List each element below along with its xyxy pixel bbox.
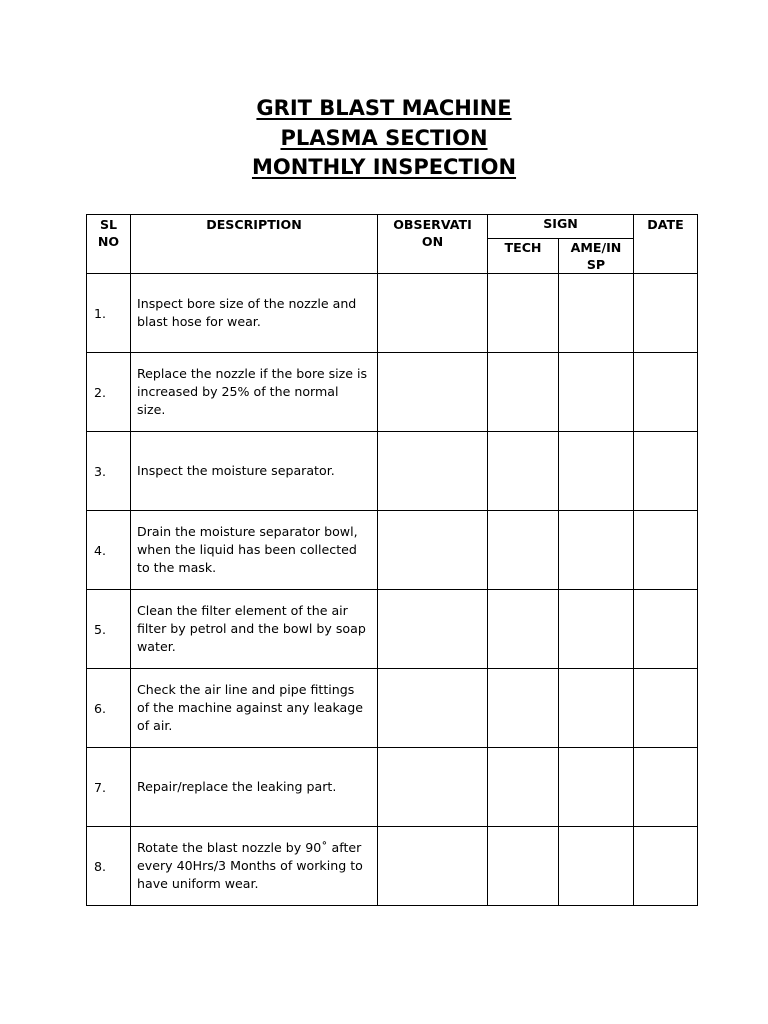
row-sl-number: 2. xyxy=(87,353,131,432)
row-date-cell[interactable] xyxy=(634,353,698,432)
row-ame-sign-cell[interactable] xyxy=(559,590,634,669)
row-tech-sign-cell[interactable] xyxy=(488,590,559,669)
header-ame-insp xyxy=(559,239,634,274)
table-row xyxy=(87,590,698,669)
row-tech-sign-cell[interactable] xyxy=(488,669,559,748)
header-tech: TECH xyxy=(488,239,559,274)
row-sl-number: 1. xyxy=(87,274,131,353)
row-observation-cell[interactable] xyxy=(378,511,488,590)
row-description: Drain the moisture separator bowl, when the liquid has been collected to the mask. xyxy=(131,511,378,590)
header-sign: SIGN xyxy=(488,215,634,239)
row-tech-sign-cell[interactable] xyxy=(488,827,559,906)
row-ame-sign-cell[interactable] xyxy=(559,353,634,432)
table-row xyxy=(87,669,698,748)
row-description: Clean the filter element of the air filter by petrol and the bowl by soap water. xyxy=(131,590,378,669)
row-sl-number: 5. xyxy=(87,590,131,669)
row-observation-cell[interactable] xyxy=(378,669,488,748)
row-description: Replace the nozzle if the bore size is increased by 25% of the normal size. xyxy=(131,353,378,432)
row-sl-number: 8. xyxy=(87,827,131,906)
row-description: Repair/replace the leaking part. xyxy=(131,748,378,827)
row-sl-number: 6. xyxy=(87,669,131,748)
table-row xyxy=(87,274,698,353)
table-row xyxy=(87,827,698,906)
row-ame-sign-cell[interactable] xyxy=(559,432,634,511)
row-tech-sign-cell[interactable] xyxy=(488,511,559,590)
header-observation-line-2: ON xyxy=(421,234,444,249)
row-observation-cell[interactable] xyxy=(378,827,488,906)
row-observation-cell[interactable] xyxy=(378,353,488,432)
table-row xyxy=(87,511,698,590)
row-ame-sign-cell[interactable] xyxy=(559,827,634,906)
title-line-2: PLASMA SECTION xyxy=(280,125,488,150)
title-line-1: GRIT BLAST MACHINE xyxy=(256,96,512,120)
row-description: Check the air line and pipe fittings of the machine against any leakage of air. xyxy=(131,669,378,748)
row-observation-cell[interactable] xyxy=(378,748,488,827)
row-tech-sign-cell[interactable] xyxy=(488,353,559,432)
row-tech-sign-cell[interactable] xyxy=(488,274,559,353)
row-date-cell[interactable] xyxy=(634,511,698,590)
header-description: DESCRIPTION xyxy=(131,215,378,274)
row-date-cell[interactable] xyxy=(634,669,698,748)
header-sl-no xyxy=(87,215,131,274)
header-sl-no-line-2: NO xyxy=(97,234,120,249)
row-date-cell[interactable] xyxy=(634,827,698,906)
table-row xyxy=(87,432,698,511)
header-ame-line-2: SP xyxy=(586,257,606,272)
row-ame-sign-cell[interactable] xyxy=(559,274,634,353)
row-sl-number: 4. xyxy=(87,511,131,590)
inspection-table xyxy=(86,214,698,906)
row-observation-cell[interactable] xyxy=(378,274,488,353)
header-date: DATE xyxy=(634,215,698,274)
table-row xyxy=(87,748,698,827)
table-row xyxy=(87,353,698,432)
row-sl-number: 3. xyxy=(87,432,131,511)
row-observation-cell[interactable] xyxy=(378,590,488,669)
row-date-cell[interactable] xyxy=(634,432,698,511)
row-observation-cell[interactable] xyxy=(378,432,488,511)
row-tech-sign-cell[interactable] xyxy=(488,748,559,827)
row-description: Inspect bore size of the nozzle and blast hose for wear. xyxy=(131,274,378,353)
row-description: Rotate the blast nozzle by 90˚ after every 40Hrs/3 Months of working to have uniform wear. xyxy=(131,827,378,906)
row-sl-number: 7. xyxy=(87,748,131,827)
title-line-3: MONTHLY INSPECTION xyxy=(251,155,517,179)
row-tech-sign-cell[interactable] xyxy=(488,432,559,511)
row-ame-sign-cell[interactable] xyxy=(559,748,634,827)
header-observation-line-1: OBSERVATI xyxy=(393,217,472,232)
document-title xyxy=(0,94,768,183)
row-ame-sign-cell[interactable] xyxy=(559,511,634,590)
row-description: Inspect the moisture separator. xyxy=(131,432,378,511)
header-observation xyxy=(378,215,488,274)
row-date-cell[interactable] xyxy=(634,748,698,827)
row-date-cell[interactable] xyxy=(634,274,698,353)
row-date-cell[interactable] xyxy=(634,590,698,669)
header-row xyxy=(87,215,698,239)
header-ame-line-1: AME/IN xyxy=(570,240,622,255)
row-ame-sign-cell[interactable] xyxy=(559,669,634,748)
header-sl-no-line-1: SL xyxy=(99,217,118,232)
